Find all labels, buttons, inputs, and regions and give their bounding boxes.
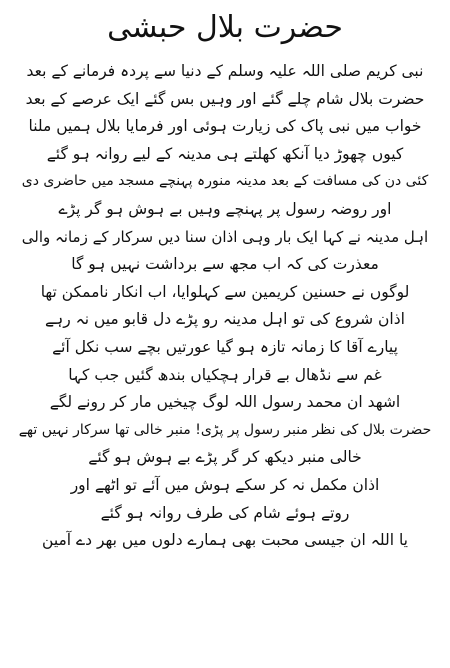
text-line-14: حضرت بلال کی نظر منبر رسول پر پڑی! منبر خالی تھا سرکار نہیں تھے: [18, 421, 432, 438]
text-line-1: نبی کریم صلی اللہ علیہ وسلم کے دنیا سے پردہ فرمانے کے بعد: [26, 62, 424, 80]
text-line-7: اہل مدینہ نے کہا ایک بار وہی اذان سنا دیں سرکار کے زمانہ والی: [21, 227, 429, 246]
text-line-3: خواب میں نبی پاک کی زیارت ہوئی اور فرمایا بلال ہمیں ملنا: [28, 117, 422, 136]
text-line-9: لوگوں نے حسنین کریمین سے کہلوایا، اب انکار ناممکن تھا: [40, 282, 410, 301]
text-line-10: اذان شروع کی تو اہل مدینہ رو پڑے دل قابو میں نہ رہے: [45, 310, 405, 329]
text-line-8: معذرت کی کہ اب مجھ سے برداشت نہیں ہو گا: [71, 255, 379, 274]
document-body: [18, 58, 432, 555]
document-title: حضرت بلال حبشی: [107, 10, 343, 45]
text-line-4: کیوں چھوڑ دیا آنکھ کھلتے ہی مدینہ کے لیے روانہ ہو گئے: [46, 144, 404, 163]
text-line-17: روتے ہوئے شام کی طرف روانہ ہو گئے: [100, 503, 350, 522]
text-line-11: پیارے آقا کا زمانہ تازہ ہو گیا عورتیں بچے سب نکل آئے: [52, 337, 398, 356]
text-line-6: اور روضہ رسول پر پہنچے وہیں بے ہوش ہو گر پڑے: [58, 199, 392, 218]
text-line-12: غم سے نڈھال بے قرار ہچکیاں بندھ گئیں جب کہا: [68, 365, 382, 384]
text-line-16: اذان مکمل نہ کر سکے ہوش میں آئے تو اٹھے اور: [70, 475, 380, 494]
text-line-13: اشھد ان محمد رسول اللہ لوگ چیخیں مار کر رونے لگے: [49, 393, 401, 412]
text-line-15: خالی منبر دیکھ کر گر پڑے بے ہوش ہو گئے: [88, 448, 362, 467]
text-line-5: کئی دن کی مسافت کے بعد مدینہ منورہ پہنچے مسجد میں حاضری دی: [21, 173, 429, 190]
text-line-18: یا اللہ ان جیسی محبت بھی ہمارے دلوں میں بھر دے آمین: [42, 531, 408, 550]
text-line-2: حضرت بلال شام چلے گئے اور وہیں بس گئے ایک عرصے کے بعد: [25, 89, 425, 108]
